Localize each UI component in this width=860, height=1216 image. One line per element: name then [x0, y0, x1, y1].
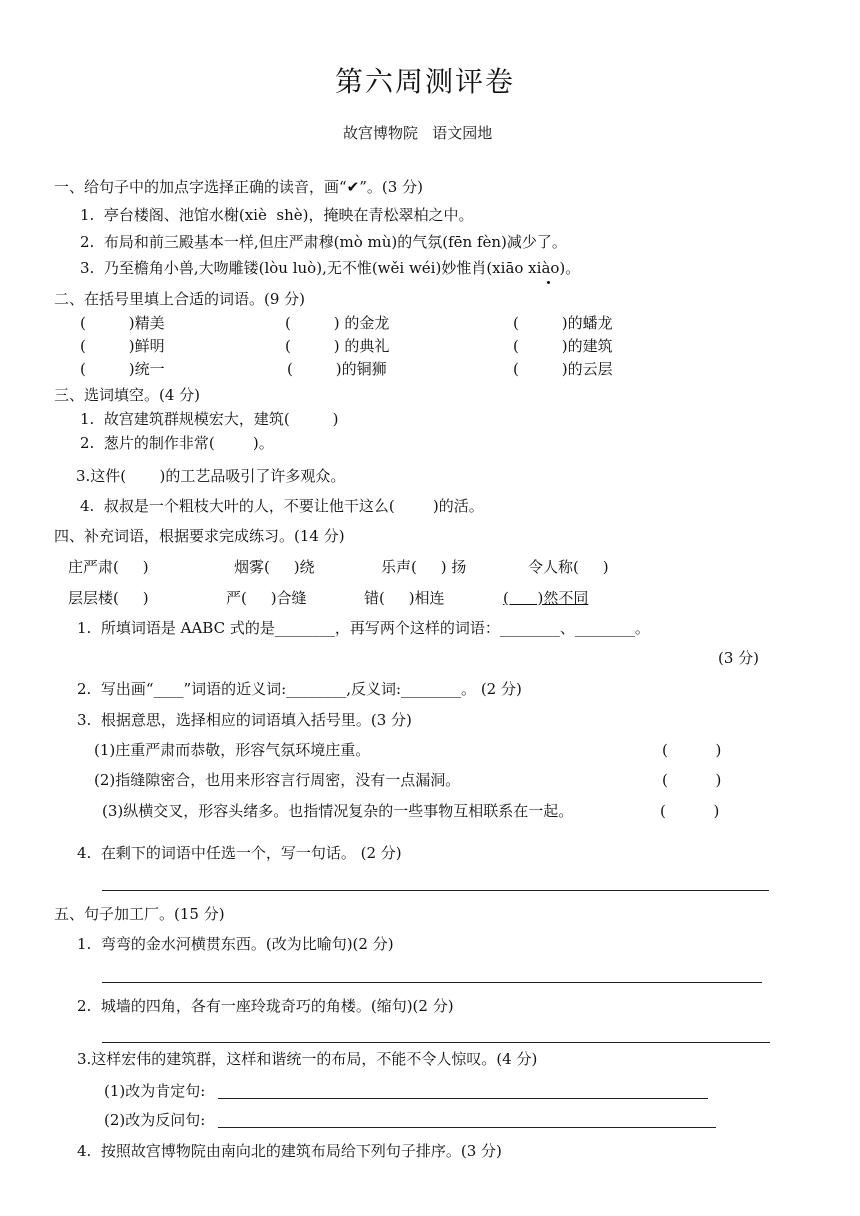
- s4-q1: 1. 所填词语是 AABC 式的是________，再写两个这样的词语：________、________。: [77, 619, 650, 637]
- s1-item-2: 2. 布局和前三殿基本一样,但庄严肃穆(mò mù)的气氛(fēn fèn)减少了。: [80, 233, 567, 251]
- s2-r1c3: ( )的蟠龙: [513, 314, 613, 332]
- s2-r2c1: ( )鲜明: [80, 337, 165, 355]
- s4-word-5: 层层楼( ): [68, 589, 149, 607]
- s4-word-6: 严( )合缝: [226, 589, 307, 607]
- section-1-heading: 一、给句子中的加点字选择正确的读音，画“✔”。(3 分): [54, 178, 423, 196]
- s4-q3: 3. 根据意思，选择相应的词语填入括号里。(3 分): [77, 711, 412, 729]
- s4-word-1: 庄严肃( ): [68, 558, 149, 576]
- s4-word-2: 烟雾( )绕: [234, 558, 315, 576]
- section-5-heading: 五、句子加工厂。(15 分): [54, 905, 225, 923]
- page-title: 第六周测评卷: [335, 65, 516, 98]
- answer-line[interactable]: [102, 1042, 770, 1043]
- s4-q2: 2. 写出画“____”词语的近义词:________,反义词:________。 (2 分): [77, 680, 522, 698]
- s2-r2c3: ( )的建筑: [513, 337, 613, 355]
- emphasis-dot: [547, 281, 550, 284]
- s4-q1-score: (3 分): [718, 649, 760, 667]
- s4-q3-blank-2: ( ): [662, 771, 722, 789]
- page-subtitle: 故宫博物院 语文园地: [343, 124, 493, 142]
- s3-item-3: 3.这件( )的工艺品吸引了许多观众。: [76, 467, 346, 485]
- s5-q3: 3.这样宏伟的建筑群，这样和谐统一的布局，不能不令人惊叹。(4 分): [77, 1050, 538, 1068]
- s5-q1: 1. 弯弯的金水河横贯东西。(改为比喻句)(2 分): [77, 935, 394, 953]
- s3-item-4: 4. 叔叔是一个粗枝大叶的人，不要让他干这么( )的活。: [80, 497, 484, 515]
- s4-q3-item-2: (2)指缝隙密合，也用来形容言行周密，没有一点漏洞。: [94, 771, 461, 789]
- s4-word-3: 乐声( ) 扬: [381, 558, 467, 576]
- s4-q3-item-1: (1)庄重严肃而恭敬，形容气氛环境庄重。: [94, 741, 371, 759]
- s4-q4: 4. 在剩下的词语中任选一个，写一句话。 (2 分): [77, 844, 402, 862]
- s4-word-4: 令人称( ): [528, 558, 609, 576]
- s2-r3c2: ( )的铜狮: [287, 360, 387, 378]
- s5-q4: 4. 按照故宫博物院由南向北的建筑布局给下列句子排序。(3 分): [77, 1142, 502, 1160]
- s3-item-2: 2. 葱片的制作非常( )。: [80, 434, 274, 452]
- s2-r1c1: ( )精美: [80, 314, 165, 332]
- s2-r3c3: ( )的云层: [513, 360, 613, 378]
- s4-q3-blank-3: ( ): [660, 802, 720, 820]
- section-3-heading: 三、选词填空。(4 分): [54, 386, 201, 404]
- answer-line[interactable]: [102, 890, 769, 891]
- s5-q2: 2. 城墙的四角，各有一座玲珑奇巧的角楼。(缩句)(2 分): [77, 997, 454, 1015]
- s5-q3b: (2)改为反问句:: [104, 1111, 206, 1129]
- s4-word-7: 错( )相连: [364, 589, 445, 607]
- answer-line[interactable]: [218, 1098, 708, 1099]
- answer-line[interactable]: [218, 1127, 716, 1128]
- s2-r2c2: ( ) 的典礼: [285, 337, 390, 355]
- s4-word-8-underlined: ( )然不同: [503, 589, 589, 607]
- s2-r3c1: ( )统一: [80, 360, 165, 378]
- s2-r1c2: ( ) 的金龙: [285, 314, 390, 332]
- s4-q3-item-3: (3)纵横交叉，形容头绪多。也指情况复杂的一些事物互相联系在一起。: [102, 802, 574, 820]
- answer-line[interactable]: [102, 982, 762, 983]
- s1-item-3: 3. 乃至檐角小兽,大吻雕镂(lòu luò),无不惟(wěi wéi)妙惟肖(xiāo xiào)。: [80, 259, 581, 277]
- s4-q3-blank-1: ( ): [662, 741, 722, 759]
- s1-item-1: 1. 亭台楼阁、池馆水榭(xiè shè)，掩映在青松翠柏之中。: [80, 206, 474, 224]
- section-4-heading: 四、补充词语，根据要求完成练习。(14 分): [54, 527, 345, 545]
- s5-q3a: (1)改为肯定句:: [104, 1082, 206, 1100]
- s3-item-1: 1. 故宫建筑群规模宏大，建筑( ): [80, 410, 339, 428]
- section-2-heading: 二、在括号里填上合适的词语。(9 分): [54, 290, 306, 308]
